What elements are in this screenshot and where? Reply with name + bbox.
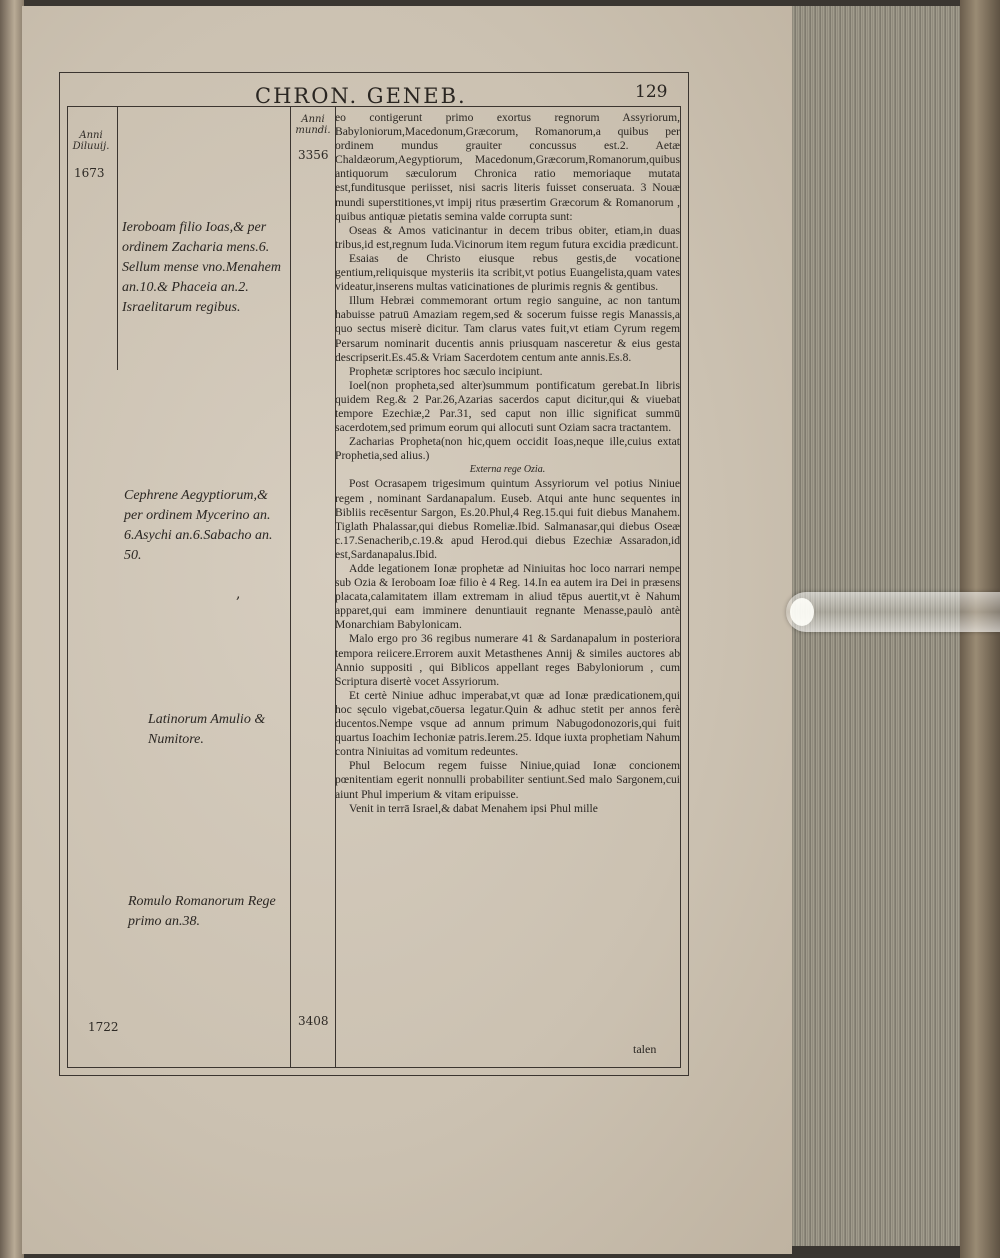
paragraph: Prophetæ scriptores hoc sæculo incipiunt. xyxy=(349,364,543,378)
year-mundi-end: 3408 xyxy=(298,1014,329,1028)
column-rule-diluvii xyxy=(117,106,118,370)
marginal-mark: , xyxy=(236,586,241,602)
column-rule-kings xyxy=(290,106,291,1068)
paragraph: Et certè Niniue adhuc imperabat,vt quæ ad Ionæ prædicationem,qui hoc sęculo vigebat,cōuersa legatur.Quin & adhuc stetit per annos ferè ducentos.Nempe vsque ad annum primum Nabugodonozoris,qui fuit quartus Ioachim Iechoniæ patris.Ierem.25. Idque iuxta prophetiam Nahum contra Niniuitas ad vomitum redeuntes. xyxy=(335,688,680,759)
catchword: talen xyxy=(633,1042,657,1056)
glass-page-weight xyxy=(786,592,1000,632)
year-diluvii-start: 1673 xyxy=(74,166,105,180)
main-text-column xyxy=(335,111,680,816)
year-diluvii-end: 1722 xyxy=(88,1020,119,1034)
paragraph: Esaias de Christo eiusque rebus gestis,de vocatione gentium,reliquisque mysteriis ita scribit,vt potius Euangelista,quam vates videatur,inserens multas vaticinationes de plurimis regnis & gentibus. xyxy=(335,251,680,294)
paragraph: Phul Belocum regem fuisse Niniue,quiad Ionæ concionem pœnitentiam egerit nonnulli probabiliter sentiunt.Sed malo Sargonem,cui aiunt Phul imperium & vitam eripuisse. xyxy=(335,759,680,801)
paragraph: Illum Hebræi commemorant ortum regio sanguine, ac non tantum habuisse patruū Amaziam regem,sed & socerum fuisse regis Manassis,a quo sectus miserè dicitur. Tam clarus vates fuit,vt etiam Cyrum regem Persarum nominarit ducentis annis priusquam nasceretur & eius gesta descripserit.Es.45.& Vriam Sacerdotem centum ante annis.Es.8. xyxy=(335,294,680,364)
year-mundi-start: 3356 xyxy=(298,148,329,162)
kings-entry-latin: Latinorum Amulio & Numitore. xyxy=(148,712,266,747)
anni-diluvii-label: Anni Diluuij. xyxy=(72,130,110,152)
previous-page-edge xyxy=(0,0,24,1258)
paragraph: Oseas & Amos vaticinantur in decem tribus obiter, etiam,in duas tribus,id est,regnum Iuda.Vicinorum item regum futura excidia prædicunt. xyxy=(335,223,680,251)
paragraph: Post Ocrasapem trigesimum quintum Assyriorum vel potius Niniue regem , nominant Sardanapalum. Euseb. Atqui ante hunc sequentes in Bibliis recēsentur Sargon, Es.20.Phul,4 Reg.15.qui fuit diebus Manahem. Tiglath Phalassar,qui diebus Romeliæ.Ibid. Salmanasar,qui diebus Oseæ c.17.Senacherib,c.19.& apud Herod.qui diebus Ezechiæ Assaradon,id est,Sardanapalus.Ibid. xyxy=(335,477,680,561)
paragraph: eo contigerunt primo exortus regnorum Assyriorum, Babyloniorum,Macedonum,Græcorum, Romanorum,a quibus per ordinem mundus grauiter concussus est.2. Aetæ Chaldæorum,Aegyptiorum, Macedonum,Græcorum,Romanorum,quibus antiquorum sæculorum Chronica ratio memoriaque mutata est,funditusque periisset, nisi sacris literis fuisset conseruata. 3 Nouæ mundi superstitiones,vt impij ritus præsertim Græcorum & Romanorum , quibus antiquæ pietatis semina valde corrupta sunt: xyxy=(335,111,680,223)
paragraph: Malo ergo pro 36 regibus numerare 41 & Sardanapalum in posteriora tempora reiicere.Errorem auxit Metasthenes Annij & similes auctores ab Annio suppositi , qui Biblicos appellant reges Babyloniorum , cum Scriptura disertè vocet Assyriorum. xyxy=(335,632,680,688)
paragraph: Zacharias Propheta(non hic,quem occidit Ioas,neque ille,cuius extat Prophetia,sed alius.) xyxy=(335,435,680,463)
running-title: CHRON. GENEB. xyxy=(255,84,467,108)
kings-entry-rome: Romulo Romanorum Rege primo an.38. xyxy=(128,894,276,929)
section-heading: Externa rege Ozia. xyxy=(469,464,546,476)
paragraph: Adde legationem Ionæ prophetæ ad Niniuitas hoc loco narrari nempe sub Ozia & Ieroboam Ioæ filio è 4 Reg. 14.In ea autem ira Dei in præsens placata,calamitatem illam extremam in aliud tēpus auertit,vt è Nahum apparet,qui eam imminere denuntiauit regnante Menasse,paulò antè Monarchiam Babylonicam. xyxy=(335,562,680,632)
kings-entry-egypt: Cephrene Aegyptiorum,& per ordinem Mycerino an. 6.Asychi an.6.Sabacho an. 50. xyxy=(124,488,273,563)
paragraph: Ioel(non propheta,sed alter)summum pontificatum gerebat.In libris quidem Reg.& 2 Par.26,Azarias sacerdos caput dicitur,qui & viuebat tempore Ezechiæ,2 Par.31, sed caput non illic significat summū sacerdotem,sed primum eorum qui allocuti sunt Oziam sacra tractantem. xyxy=(335,378,680,435)
paragraph: Venit in terrā Israel,& dabat Menahem ipsi Phul mille xyxy=(349,801,598,815)
page-number: 129 xyxy=(635,82,668,102)
anni-mundi-label: Anni mundi. xyxy=(295,114,331,136)
kings-entry-israel: Ieroboam filio Ioas,& per ordinem Zacharia mens.6. Sellum mense vno.Menahem an.10.& Phaceia an.2. Israelitarum regibus. xyxy=(122,220,282,315)
